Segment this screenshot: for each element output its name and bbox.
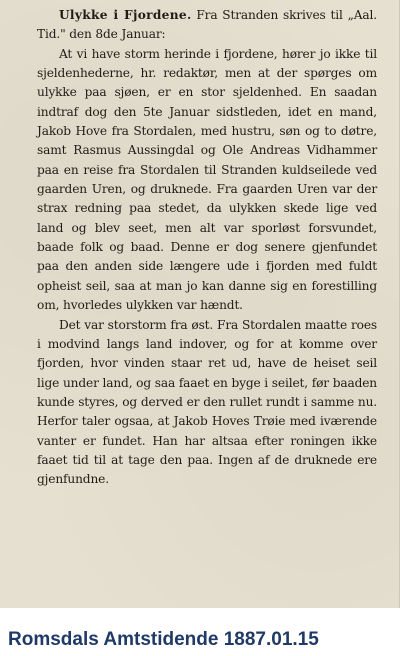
source-caption: Romsdals Amtstidende 1887.01.15	[8, 629, 319, 650]
article-body	[37, 6, 377, 490]
article-dateline: Fra Stranden skrives til „Aal. Tid." den 8de Januar:	[37, 8, 377, 42]
caption-bar	[0, 608, 400, 656]
article-paragraph-1: At vi have storm herinde i fjordene, hører jo ikke til sjeldenhederne, hr. redaktør, men at der spørges om ulykke paa sjøen, er en stor sjeldenhed. En saadan indtraf dog den 5te Januar sidstleden, idet en mand, Jakob Hove fra Stordalen, med hustru, søn og to døtre, samt Rasmus Aussingdal og Ole Andreas Vidhammer paa en reise fra Stordalen til Stranden kuldseilede ved gaarden Uren, og druknede. Fra gaarden Uren var der strax redning paa stedet, da ulykken skede lige ved land og blev seet, men alt var sporløst forsvundet, baade folk og baad. Denne er dog senere gjenfundet paa den anden side længere ude i fjorden med fuldt opheist seil, saa at man jo kan danne sig en forestilling om, hvorledes ulykken var hændt.	[37, 46, 377, 313]
article-lead-paragraph	[37, 6, 377, 45]
article-headline: Ulykke i Fjordene.	[59, 8, 192, 22]
article-paragraph-2: Det var storstorm fra øst. Fra Stordalen maatte roes i modvind langs land indover, og for at komme over fjorden, hvor vinden staar ret ud, have de heiset seil lige under land, og saa faaet en byge i seilet, før baaden kunde styres, og derved er den rullet rundt i samme nu. Herfor taler ogsaa, at Jakob Hoves Trøie med iværende vanter er fundet. Han har altsaa efter roningen ikke faaet tid til at tage den paa. Ingen af de druknede ere gjenfundne.	[37, 317, 377, 487]
